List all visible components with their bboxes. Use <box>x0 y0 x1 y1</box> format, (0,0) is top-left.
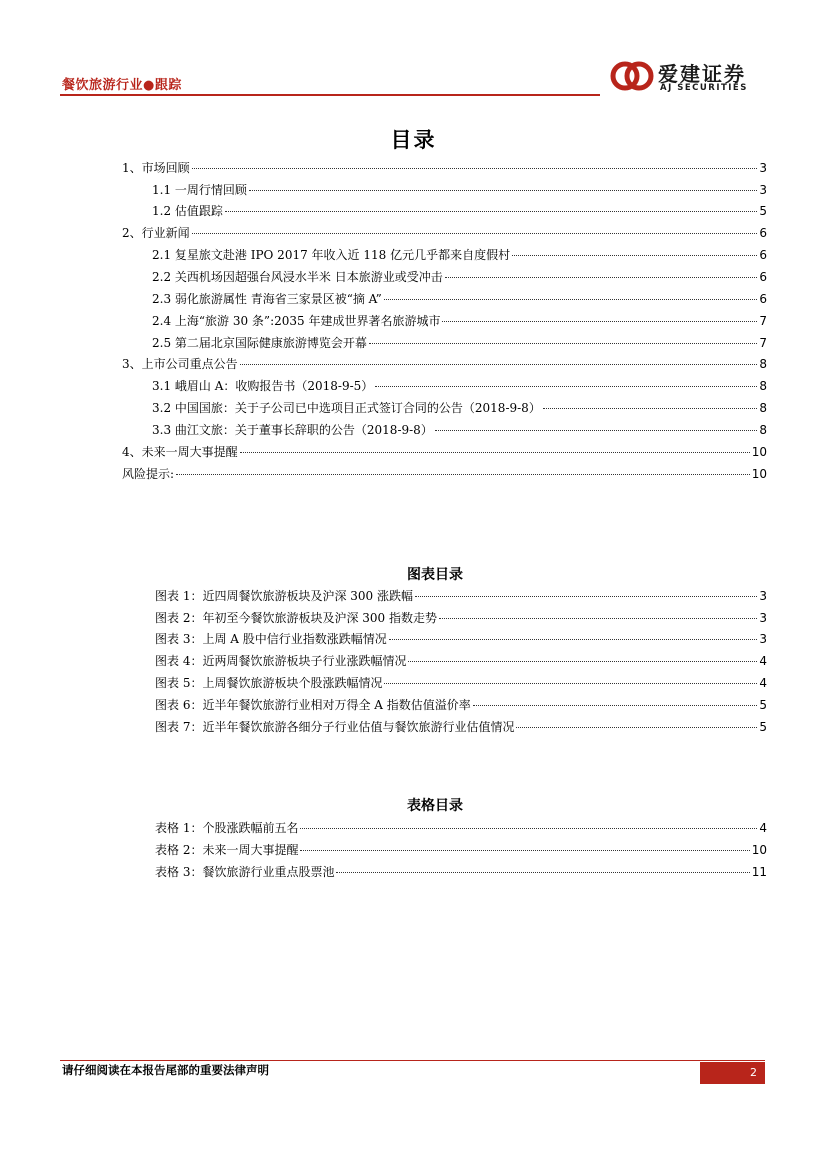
logo-cn-text: 爱建证券 <box>658 62 746 86</box>
toc-entry[interactable]: 3.3 曲江文旅：关于董事长辞职的公告（2018-9-8） 8 <box>152 423 767 437</box>
figure-entry[interactable]: 图表 7：近半年餐饮旅游各细分子行业估值与餐饮旅游行业估值情况 5 <box>155 720 767 734</box>
logo-mark-icon <box>610 58 654 94</box>
footer-rule <box>60 1060 765 1061</box>
figure-entry[interactable]: 图表 3：上周 A 股中信行业指数涨跌幅情况 3 <box>155 632 767 646</box>
header-rule <box>60 94 600 96</box>
table-entry[interactable]: 表格 1：个股涨跌幅前五名 4 <box>155 821 767 835</box>
toc-entry[interactable]: 2.2 关西机场因超强台风浸水半米 日本旅游业或受冲击 6 <box>152 270 767 284</box>
figure-entry[interactable]: 图表 1：近四周餐饮旅游板块及沪深 300 涨跌幅 3 <box>155 589 767 603</box>
figure-entry[interactable]: 图表 4：近两周餐饮旅游板块子行业涨跌幅情况 4 <box>155 654 767 668</box>
footer-disclaimer: 请仔细阅读在本报告尾部的重要法律声明 <box>62 1063 269 1077</box>
tables-title: 表格目录 <box>407 798 463 814</box>
toc-entry[interactable]: 3.2 中国国旅：关于子公司已中选项目正式签订合同的公告（2018-9-8） 8 <box>152 401 767 415</box>
toc-entry[interactable]: 2.3 弱化旅游属性 青海省三家景区被“摘 A” 6 <box>152 292 767 306</box>
logo-en-text: AJ SECURITIES <box>660 83 748 93</box>
figures-title: 图表目录 <box>407 567 463 583</box>
toc-entry[interactable]: 1.2 估值跟踪 5 <box>152 204 767 218</box>
page-number: 2 <box>700 1062 765 1084</box>
toc-entry[interactable]: 风险提示: 10 <box>122 467 767 481</box>
toc-entry[interactable]: 1.1 一周行情回顾 3 <box>152 183 767 197</box>
toc-entry[interactable]: 1、市场回顾 3 <box>122 161 767 175</box>
company-logo <box>610 58 770 94</box>
toc-entry[interactable]: 2.1 复星旅文赴港 IPO 2017 年收入近 118 亿元几乎都来自度假村 6 <box>152 248 767 262</box>
figure-entry[interactable]: 图表 5：上周餐饮旅游板块个股涨跌幅情况 4 <box>155 676 767 690</box>
toc-entry[interactable]: 2.4 上海“旅游 30 条”:2035 年建成世界著名旅游城市 7 <box>152 314 767 328</box>
header-title: 餐饮旅游行业●跟踪 <box>62 78 182 93</box>
table-entry[interactable]: 表格 3：餐饮旅游行业重点股票池 11 <box>155 865 767 879</box>
toc-title: 目录 <box>390 128 437 152</box>
toc-entry[interactable]: 3、上市公司重点公告 8 <box>122 357 767 371</box>
figure-entry[interactable]: 图表 2：年初至今餐饮旅游板块及沪深 300 指数走势 3 <box>155 611 767 625</box>
table-entry[interactable]: 表格 2：未来一周大事提醒 10 <box>155 843 767 857</box>
toc-entry[interactable]: 2、行业新闻 6 <box>122 226 767 240</box>
toc-entry[interactable]: 3.1 峨眉山 A：收购报告书（2018-9-5） 8 <box>152 379 767 393</box>
figure-entry[interactable]: 图表 6：近半年餐饮旅游行业相对万得全 A 指数估值溢价率 5 <box>155 698 767 712</box>
toc-entry[interactable]: 2.5 第二届北京国际健康旅游博览会开幕 7 <box>152 336 767 350</box>
toc-entry[interactable]: 4、未来一周大事提醒 10 <box>122 445 767 459</box>
